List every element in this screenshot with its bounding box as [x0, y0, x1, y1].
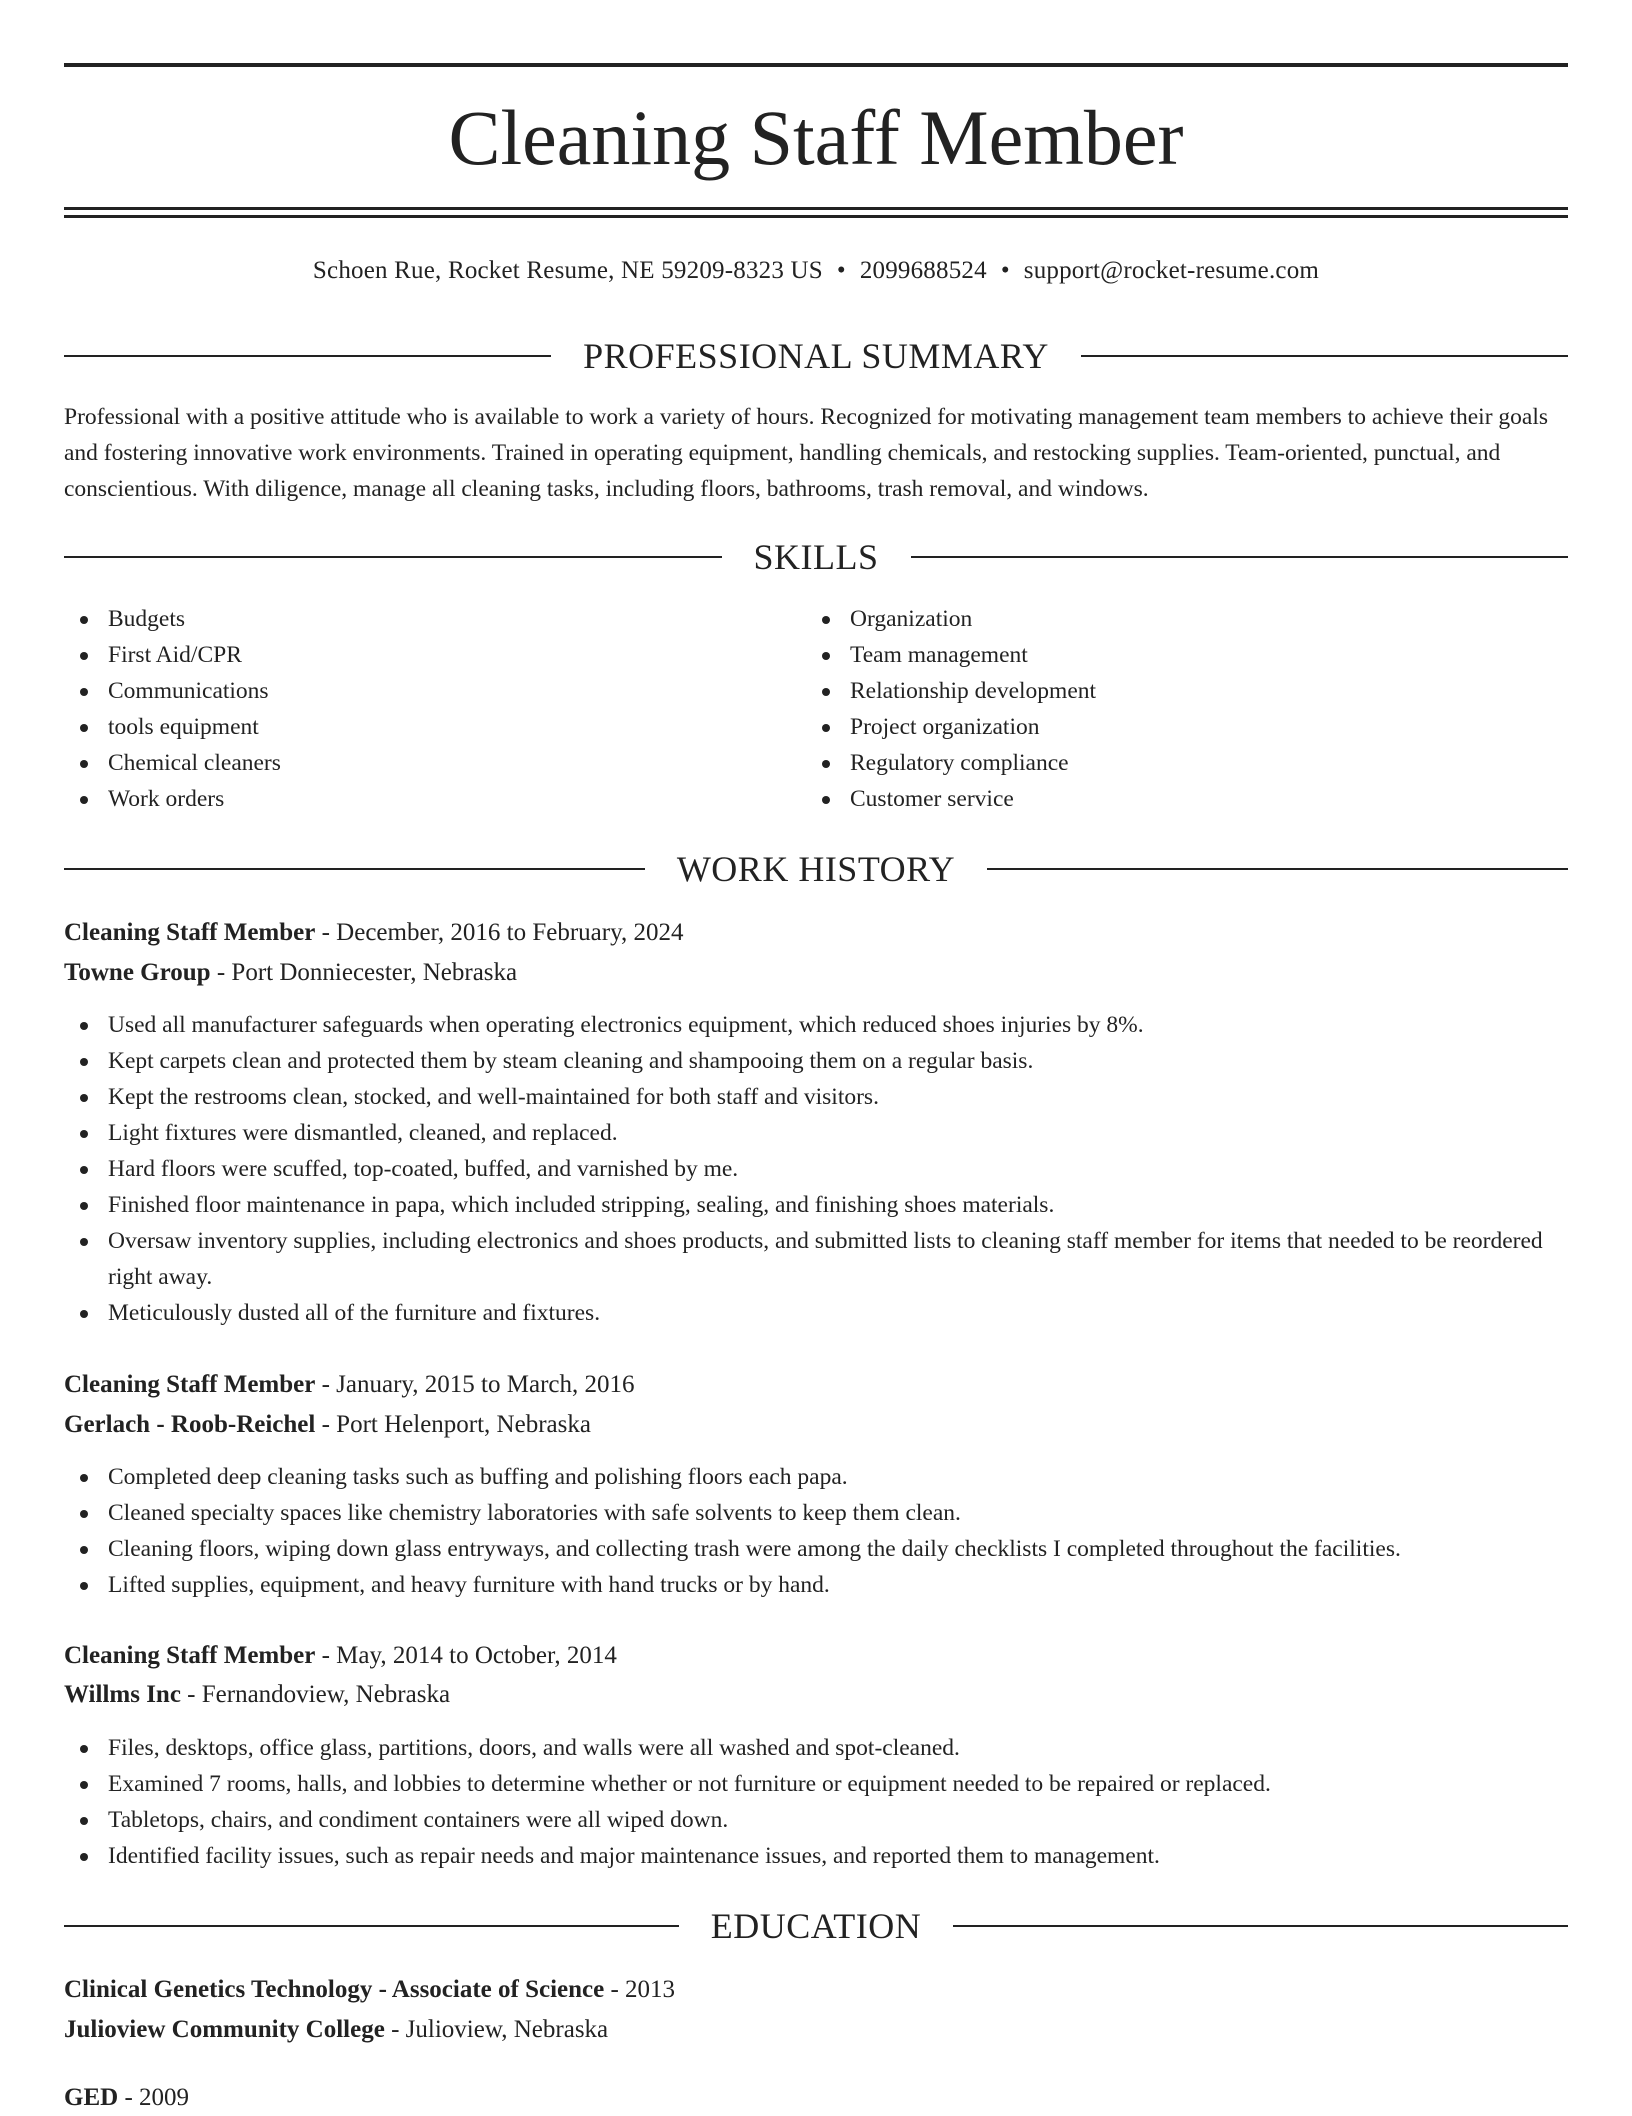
job-dates: - May, 2014 to October, 2014 [315, 1642, 617, 1669]
job-location: - Port Helenport, Nebraska [315, 1411, 591, 1438]
education-degree: GED [64, 2084, 119, 2111]
contact-phone: 2099688524 [859, 257, 987, 284]
skill-item: Organization [806, 601, 1546, 637]
education-school: Julioview Community College [64, 2016, 385, 2043]
education-school-line [64, 2012, 1568, 2048]
contact-separator: • [836, 257, 846, 284]
heading-rule [911, 556, 1569, 558]
job-company: Gerlach - Roob-Reichel [64, 1411, 316, 1438]
heading-rule [64, 1925, 679, 1927]
education-degree: Clinical Genetics Technology - Associate of Science [64, 1976, 605, 2003]
skill-item: Customer service [806, 781, 1546, 817]
skill-item: Project organization [806, 709, 1546, 745]
education-heading [64, 1904, 1568, 1948]
job-bullet: Meticulously dusted all of the furniture and fixtures. [64, 1295, 1568, 1331]
skill-item: Relationship development [806, 673, 1546, 709]
job-bullets [64, 1007, 1568, 1331]
job-bullet: Lifted supplies, equipment, and heavy furniture with hand trucks or by hand. [64, 1567, 1568, 1603]
job-title-line [64, 1367, 1568, 1403]
job-bullet: Used all manufacturer safeguards when operating electronics equipment, which reduced shoes injuries by 8%. [64, 1007, 1568, 1043]
contact-email: support@rocket-resume.com [1023, 257, 1320, 284]
job-bullet: Kept the restrooms clean, stocked, and well-maintained for both staff and visitors. [64, 1079, 1568, 1115]
heading-rule [953, 1925, 1568, 1927]
job-bullet: Hard floors were scuffed, top-coated, buffed, and varnished by me. [64, 1151, 1568, 1187]
work-title: WORK HISTORY [676, 849, 956, 889]
education-year: - 2009 [118, 2084, 190, 2111]
job-bullet: Completed deep cleaning tasks such as buffing and polishing floors each papa. [64, 1459, 1568, 1495]
job-title: Cleaning Staff Member [64, 1642, 316, 1669]
job-company: Willms Inc [64, 1681, 181, 1708]
job-bullet: Kept carpets clean and protected them by steam cleaning and shampooing them on a regular basis. [64, 1043, 1568, 1079]
contact-line [64, 254, 1568, 288]
job-company-line [64, 1407, 1568, 1443]
skill-item: Budgets [64, 601, 804, 637]
job-bullet: Identified facility issues, such as repair needs and major maintenance issues, and reported them to management. [64, 1838, 1568, 1874]
heading-rule [64, 556, 722, 558]
skill-item: Team management [806, 637, 1546, 673]
job-bullet: Tabletops, chairs, and condiment containers were all wiped down. [64, 1802, 1568, 1838]
skills-list-right [806, 601, 1546, 817]
heading-rule [64, 868, 645, 870]
skill-item: Regulatory compliance [806, 745, 1546, 781]
job-bullet: Finished floor maintenance in papa, which included stripping, sealing, and finishing shoes materials. [64, 1187, 1568, 1223]
summary-heading [64, 334, 1568, 378]
work-heading [64, 847, 1568, 891]
education-degree-line [64, 1972, 1568, 2008]
job-bullet: Oversaw inventory supplies, including electronics and shoes products, and submitted lists to cleaning staff member for items that needed to be reordered right away. [64, 1223, 1568, 1295]
skill-item: Chemical cleaners [64, 745, 804, 781]
skills-heading [64, 535, 1568, 579]
job-title: Cleaning Staff Member [64, 1371, 316, 1398]
job-bullet: Light fixtures were dismantled, cleaned, and replaced. [64, 1115, 1568, 1151]
resume-name: Cleaning Staff Member [448, 94, 1184, 181]
heading-rule [987, 868, 1568, 870]
job-title-line [64, 915, 1568, 951]
job-company: Towne Group [64, 959, 211, 986]
job-location: - Fernandoview, Nebraska [180, 1681, 451, 1708]
education-degree-line [64, 2080, 1568, 2116]
contact-separator: • [1000, 257, 1010, 284]
job-bullet: Cleaned specialty spaces like chemistry laboratories with safe solvents to keep them clean. [64, 1495, 1568, 1531]
job-bullets [64, 1730, 1568, 1874]
job-bullets [64, 1459, 1568, 1603]
heading-rule [64, 355, 551, 357]
skill-item: Communications [64, 673, 804, 709]
job-title-line [64, 1638, 1568, 1674]
education-year: - 2013 [604, 1976, 676, 2003]
skill-item: tools equipment [64, 709, 804, 745]
skills-list-left [64, 601, 804, 817]
job-bullet: Cleaning floors, wiping down glass entryways, and collecting trash were among the daily checklists I completed throughout the facilities. [64, 1531, 1568, 1567]
job-company-line [64, 955, 1568, 991]
skill-item: First Aid/CPR [64, 637, 804, 673]
job-company-line [64, 1677, 1568, 1713]
skills-title: SKILLS [753, 537, 879, 577]
job-dates: - December, 2016 to February, 2024 [315, 919, 684, 946]
job-dates: - January, 2015 to March, 2016 [315, 1371, 635, 1398]
contact-address: Schoen Rue, Rocket Resume, NE 59209-8323 US [312, 257, 823, 284]
education-title: EDUCATION [710, 1906, 922, 1946]
summary-title: PROFESSIONAL SUMMARY [583, 336, 1049, 376]
top-rule [64, 63, 1568, 67]
summary-text: Professional with a positive attitude who is available to work a variety of hours. Recognized for motivating management team members to achieve their goals and fostering innovative work environments. Trained in operating equipment, handling chemicals, and restocking supplies. Team-oriented, punctual, and conscientious. With diligence, manage all cleaning tasks, including floors, bathrooms, trash removal, and windows. [64, 404, 1548, 502]
education-location: - Julioview, Nebraska [384, 2016, 609, 2043]
job-title: Cleaning Staff Member [64, 919, 316, 946]
heading-rule [1081, 355, 1568, 357]
skill-item: Work orders [64, 781, 804, 817]
job-bullet: Examined 7 rooms, halls, and lobbies to determine whether or not furniture or equipment needed to be repaired or replaced. [64, 1766, 1568, 1802]
job-location: - Port Donniecester, Nebraska [210, 959, 518, 986]
job-bullet: Files, desktops, office glass, partitions, doors, and walls were all washed and spot-cleaned. [64, 1730, 1568, 1766]
double-rule [64, 207, 1568, 218]
